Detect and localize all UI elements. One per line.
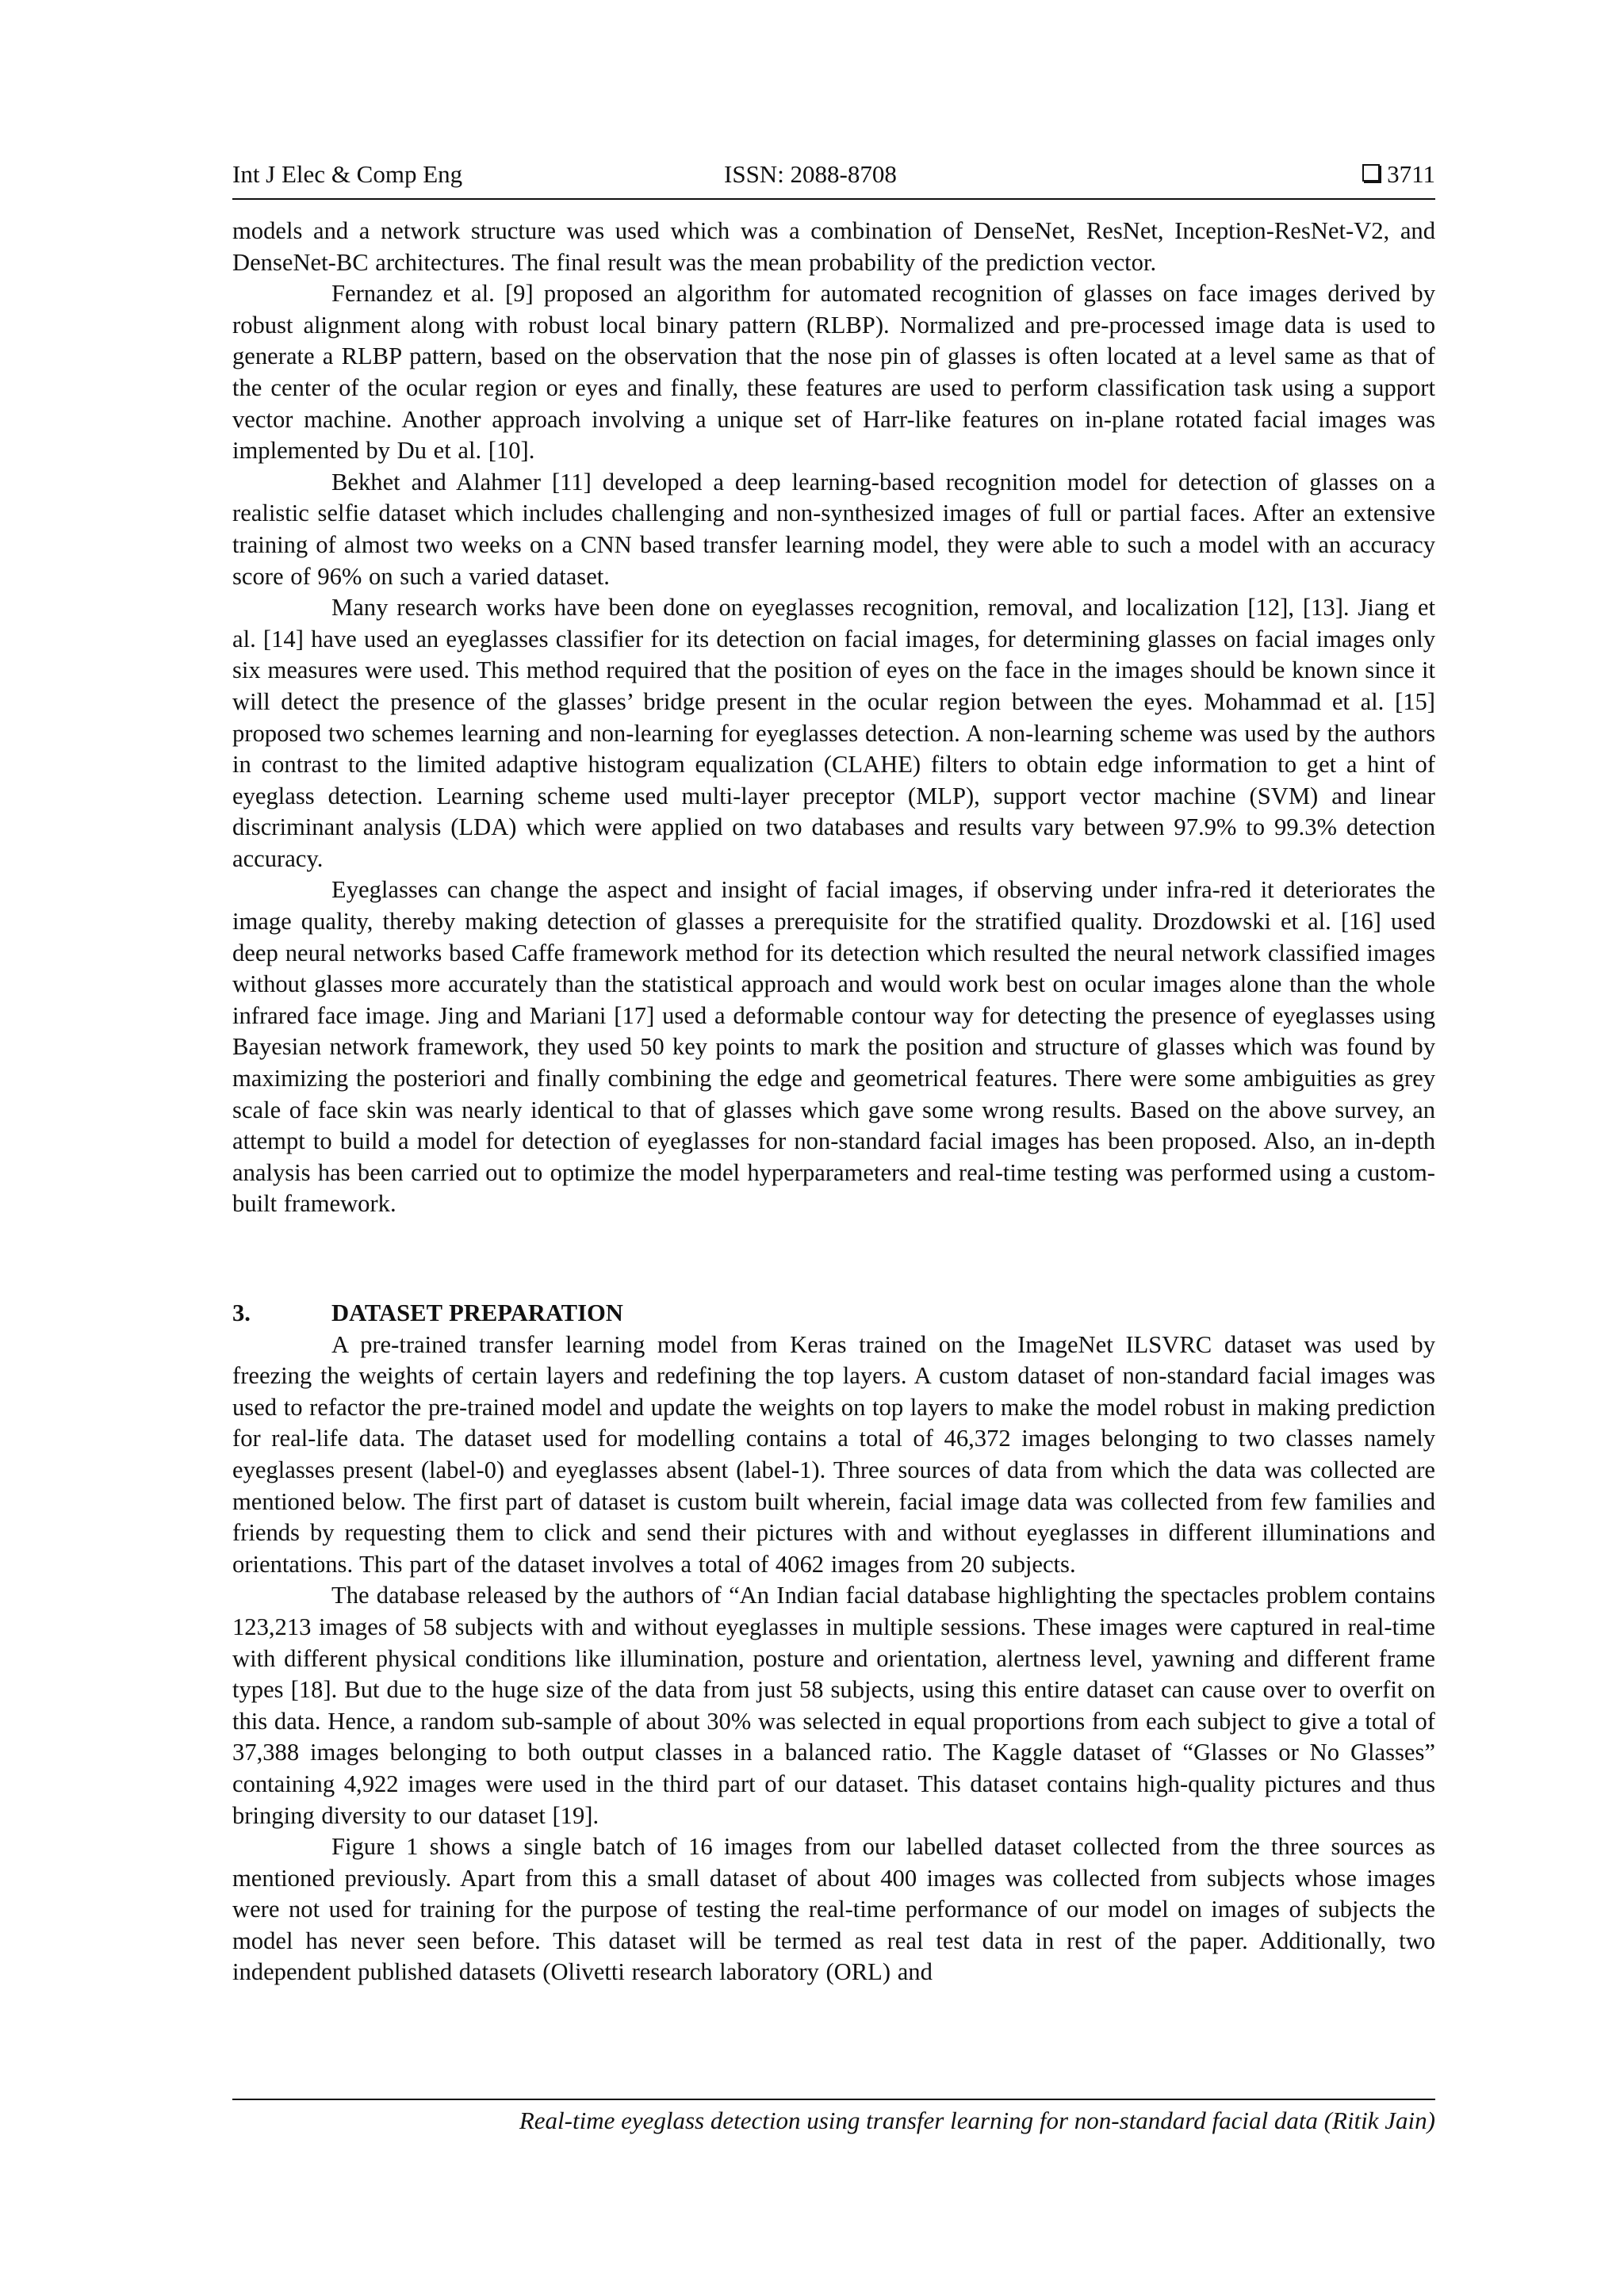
paragraph: models and a network structure was used which was a combination of DenseNet, ResNet, Inception-ResNet-V2, and DenseNet-BC architectures. The final result was the mean probability of the prediction vector. <box>232 217 1435 276</box>
paragraph: A pre-trained transfer learning model from Keras trained on the ImageNet ILSVRC dataset was used by freezing the weights of certain layers and redefining the top layers. A custom dataset of non-standard facial images was used to refactor the pre-trained model and update the weights on top layers to make the model robust in making prediction for real-life data. The dataset used for modelling contains a total of 46,372 images belonging to two classes namely eyeglasses present (label-0) and eyeglasses absent (label-1). Three sources of data from which the data was collected are mentioned below. The first part of dataset is custom built wherein, facial image data was collected from few families and friends by requesting them to click and send their pictures with and without eyeglasses in different illuminations and orientations. This part of the dataset involves a total of 4062 images from 20 subjects. <box>232 1330 1435 1578</box>
section-number: 3. <box>232 1299 251 1326</box>
section-title: DATASET PREPARATION <box>331 1299 623 1326</box>
paragraph: Bekhet and Alahmer [11] developed a deep learning-based recognition model for detection of glasses on a realistic selfie dataset which includes challenging and non-synthesized images of full or partial faces. After an extensive training of almost two weeks on a CNN based transfer learning model, they were able to such a model with an accuracy score of 96% on such a varied dataset. <box>232 468 1435 590</box>
body-text <box>232 216 1435 1988</box>
square-box-icon <box>1362 164 1380 182</box>
paragraph: Figure 1 shows a single batch of 16 images from our labelled dataset collected from the three sources as mentioned previously. Apart from this a small dataset of about 400 images was collected from subjects whose images were not used for training for the purpose of testing the real-time performance of our model on images of subjects the model has never seen before. This dataset will be termed as real test data in rest of the paper. Additionally, two independent published datasets (Olivetti research laboratory (ORL) and <box>232 1833 1435 1986</box>
journal-name: Int J Elec & Comp Eng <box>232 160 463 188</box>
section-heading <box>232 1298 1435 1330</box>
header-divider <box>232 198 1435 200</box>
issn: ISSN: 2088-8708 <box>724 160 897 188</box>
page-header <box>232 155 1435 194</box>
paragraph: Eyeglasses can change the aspect and insight of facial images, if observing under infra-red it deteriorates the image quality, thereby making detection of glasses a prerequisite for the stratified quality. Drozdowski et al. [16] used deep neural networks based Caffe framework method for its detection which resulted the neural network classified images without glasses more accurately than the statistical approach and would work best on ocular images alone than the whole infrared face image. Jing and Mariani [17] used a deformable contour way for detecting the presence of eyeglasses using Bayesian network framework, they used 50 key points to mark the position and structure of glasses which was found by maximizing the posteriori and finally combining the edge and geometrical features. There were some ambiguities as grey scale of face skin was nearly identical to that of glasses which gave some wrong results. Based on the above survey, an attempt to build a model for detection of eyeglasses for non-standard facial images has been proposed. Also, an in-depth analysis has been carried out to optimize the model hyperparameters and real-time testing was performed using a custom-built framework. <box>232 876 1435 1218</box>
running-title: Real-time eyeglass detection using transfer learning for non-standard facial data (Ritik Jain) <box>519 2107 1435 2134</box>
page-number: 3711 <box>1387 160 1435 188</box>
footer-divider <box>232 2099 1435 2100</box>
paragraph: Fernandez et al. [9] proposed an algorithm for automated recognition of glasses on face images derived by robust alignment along with robust local binary pattern (RLBP). Normalized and pre-processed image data is used to generate a RLBP pattern, based on the observation that the nose pin of glasses is often located at a level same as that of the center of the ocular region or eyes and finally, these features are used to perform classification task using a support vector machine. Another approach involving a unique set of Harr-like features on in-plane rotated facial images was implemented by Du et al. [10]. <box>232 280 1435 465</box>
paragraph: The database released by the authors of “An Indian facial database highlighting the spectacles problem contains 123,213 images of 58 subjects with and without eyeglasses in multiple sessions. These images were captured in real-time with different physical conditions like illumination, posture and orientation, alertness level, yawning and different frame types [18]. But due to the huge size of the data from just 58 subjects, using this entire dataset can cause over to overfit on this data. Hence, a random sub-sample of about 30% was selected in equal proportions from each subject to give a total of 37,388 images belonging to both output classes in a balanced ratio. The Kaggle dataset of “Glasses or No Glasses” containing 4,922 images were used in the third part of our dataset. This dataset contains high-quality pictures and thus bringing diversity to our dataset [19]. <box>232 1582 1435 1829</box>
paragraph: Many research works have been done on eyeglasses recognition, removal, and localization [12], [13]. Jiang et al. [14] have used an eyeglasses classifier for its detection on facial images, for determining glasses on facial images only six measures were used. This method required that the position of eyes on the face in the images should be known since it will detect the presence of the glasses’ bridge present in the ocular region between the eyes. Mohammad et al. [15] proposed two schemes learning and non-learning for eyeglasses detection. A non-learning scheme was used by the authors in contrast to the limited adaptive histogram equalization (CLAHE) filters to obtain edge information to get a hint of eyeglass detection. Learning scheme used multi-layer preceptor (MLP), support vector machine (SVM) and linear discriminant analysis (LDA) which were applied on two databases and results vary between 97.9% to 99.3% detection accuracy. <box>232 594 1435 872</box>
